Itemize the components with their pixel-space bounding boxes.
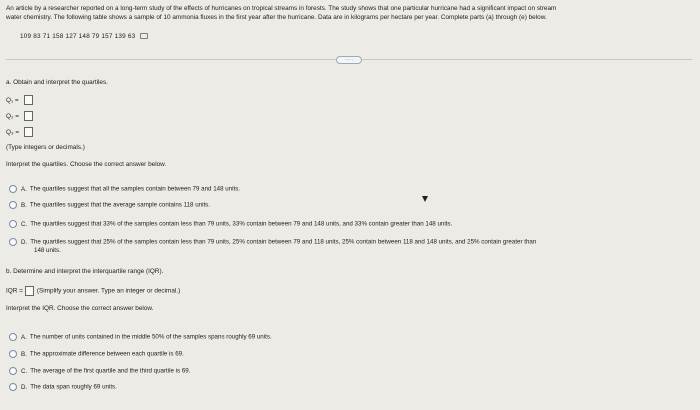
part-b-option-d[interactable] [9, 383, 117, 391]
iqr-label: IQR = [6, 287, 23, 295]
copy-data-icon[interactable] [140, 33, 148, 39]
option-text: The quartiles suggest that the average sample contains 118 units. [29, 201, 210, 209]
q3-label: Q₃ = [6, 128, 20, 136]
part-b-option-b[interactable] [9, 350, 184, 358]
q3-row [6, 127, 33, 137]
data-values: 109 83 71 158 127 148 79 157 139 63 [20, 33, 136, 40]
radio-button[interactable] [9, 201, 17, 209]
radio-button[interactable] [9, 333, 17, 341]
option-letter: D. [21, 383, 28, 391]
part-b-option-a[interactable] [9, 333, 272, 341]
radio-button[interactable] [9, 350, 17, 358]
option-letter: D. [21, 238, 28, 246]
option-text: The average of the first quartile and the third quartile is 69. [30, 367, 191, 375]
option-text: The quartiles suggest that 33% of the samples contain less than 79 units, 33% contain between 79 and 148 units, and 33% contain greater than 148 units. [30, 220, 453, 228]
iqr-input[interactable] [25, 286, 34, 296]
q1-input[interactable] [24, 95, 33, 105]
q1-label: Q₁ = [6, 96, 19, 104]
problem-statement [6, 4, 556, 22]
radio-button[interactable] [9, 367, 17, 375]
q1-row [6, 95, 33, 105]
problem-statement-line-1: An article by a researcher reported on a long-term study of the effects of hurricanes on tropical streams in forests. The study shows that one particular hurricane had a significant impact on stream [6, 5, 557, 12]
part-a-hint: (Type integers or decimals.) [6, 144, 85, 151]
part-a-option-a[interactable] [9, 185, 240, 193]
data-row [20, 33, 148, 40]
part-a-option-d[interactable] [9, 238, 536, 246]
option-letter: B. [21, 201, 27, 209]
problem-statement-line-2: water chemistry. The following table shows a sample of 10 ammonia fluxes in the first year after the hurricane. Data are in kilograms per hectare per year. Complete parts (a) through (e) below. [6, 14, 547, 21]
expand-button[interactable] [336, 56, 362, 64]
mouse-cursor-icon [422, 196, 428, 202]
radio-button[interactable] [9, 220, 17, 228]
part-a-option-c[interactable] [9, 220, 452, 228]
iqr-row [6, 286, 180, 296]
part-b-option-c[interactable] [9, 367, 190, 375]
part-a-heading: a. Obtain and interpret the quartiles. [6, 79, 108, 86]
part-b-prompt: Interpret the IQR. Choose the correct answer below. [6, 305, 154, 312]
radio-button[interactable] [9, 383, 17, 391]
option-text: The number of units contained in the middle 50% of the samples spans roughly 69 units. [29, 333, 272, 341]
option-text: The quartiles suggest that 25% of the samples contain less than 79 units, 25% contain between 79 and 118 units, 25% contain between 118 and 148 units, and 25% contain greater than [30, 238, 537, 246]
part-a-prompt: Interpret the quartiles. Choose the correct answer below. [6, 161, 167, 168]
q2-input[interactable] [24, 111, 33, 121]
q2-label: Q₂ = [6, 112, 19, 120]
radio-button[interactable] [9, 185, 17, 193]
q3-input[interactable] [24, 127, 33, 137]
option-letter: C. [21, 220, 28, 228]
option-letter: A. [21, 333, 27, 341]
option-text: The quartiles suggest that all the samples contain between 79 and 148 units. [29, 185, 241, 193]
iqr-hint: (Simplify your answer. Type an integer or decimal.) [36, 287, 181, 295]
option-letter: C. [21, 367, 28, 375]
part-a-option-d-continuation: 148 units. [34, 247, 61, 254]
option-letter: A. [21, 185, 27, 193]
option-text: The data span roughly 69 units. [30, 383, 117, 391]
option-text: The approximate difference between each quartile is 69. [29, 350, 184, 358]
expand-dots: ····· [344, 56, 354, 63]
part-a-option-b[interactable] [9, 201, 210, 209]
q2-row [6, 111, 33, 121]
part-b-heading: b. Determine and interpret the interquartile range (IQR). [6, 268, 164, 275]
radio-button[interactable] [9, 238, 17, 246]
option-letter: B. [21, 350, 27, 358]
